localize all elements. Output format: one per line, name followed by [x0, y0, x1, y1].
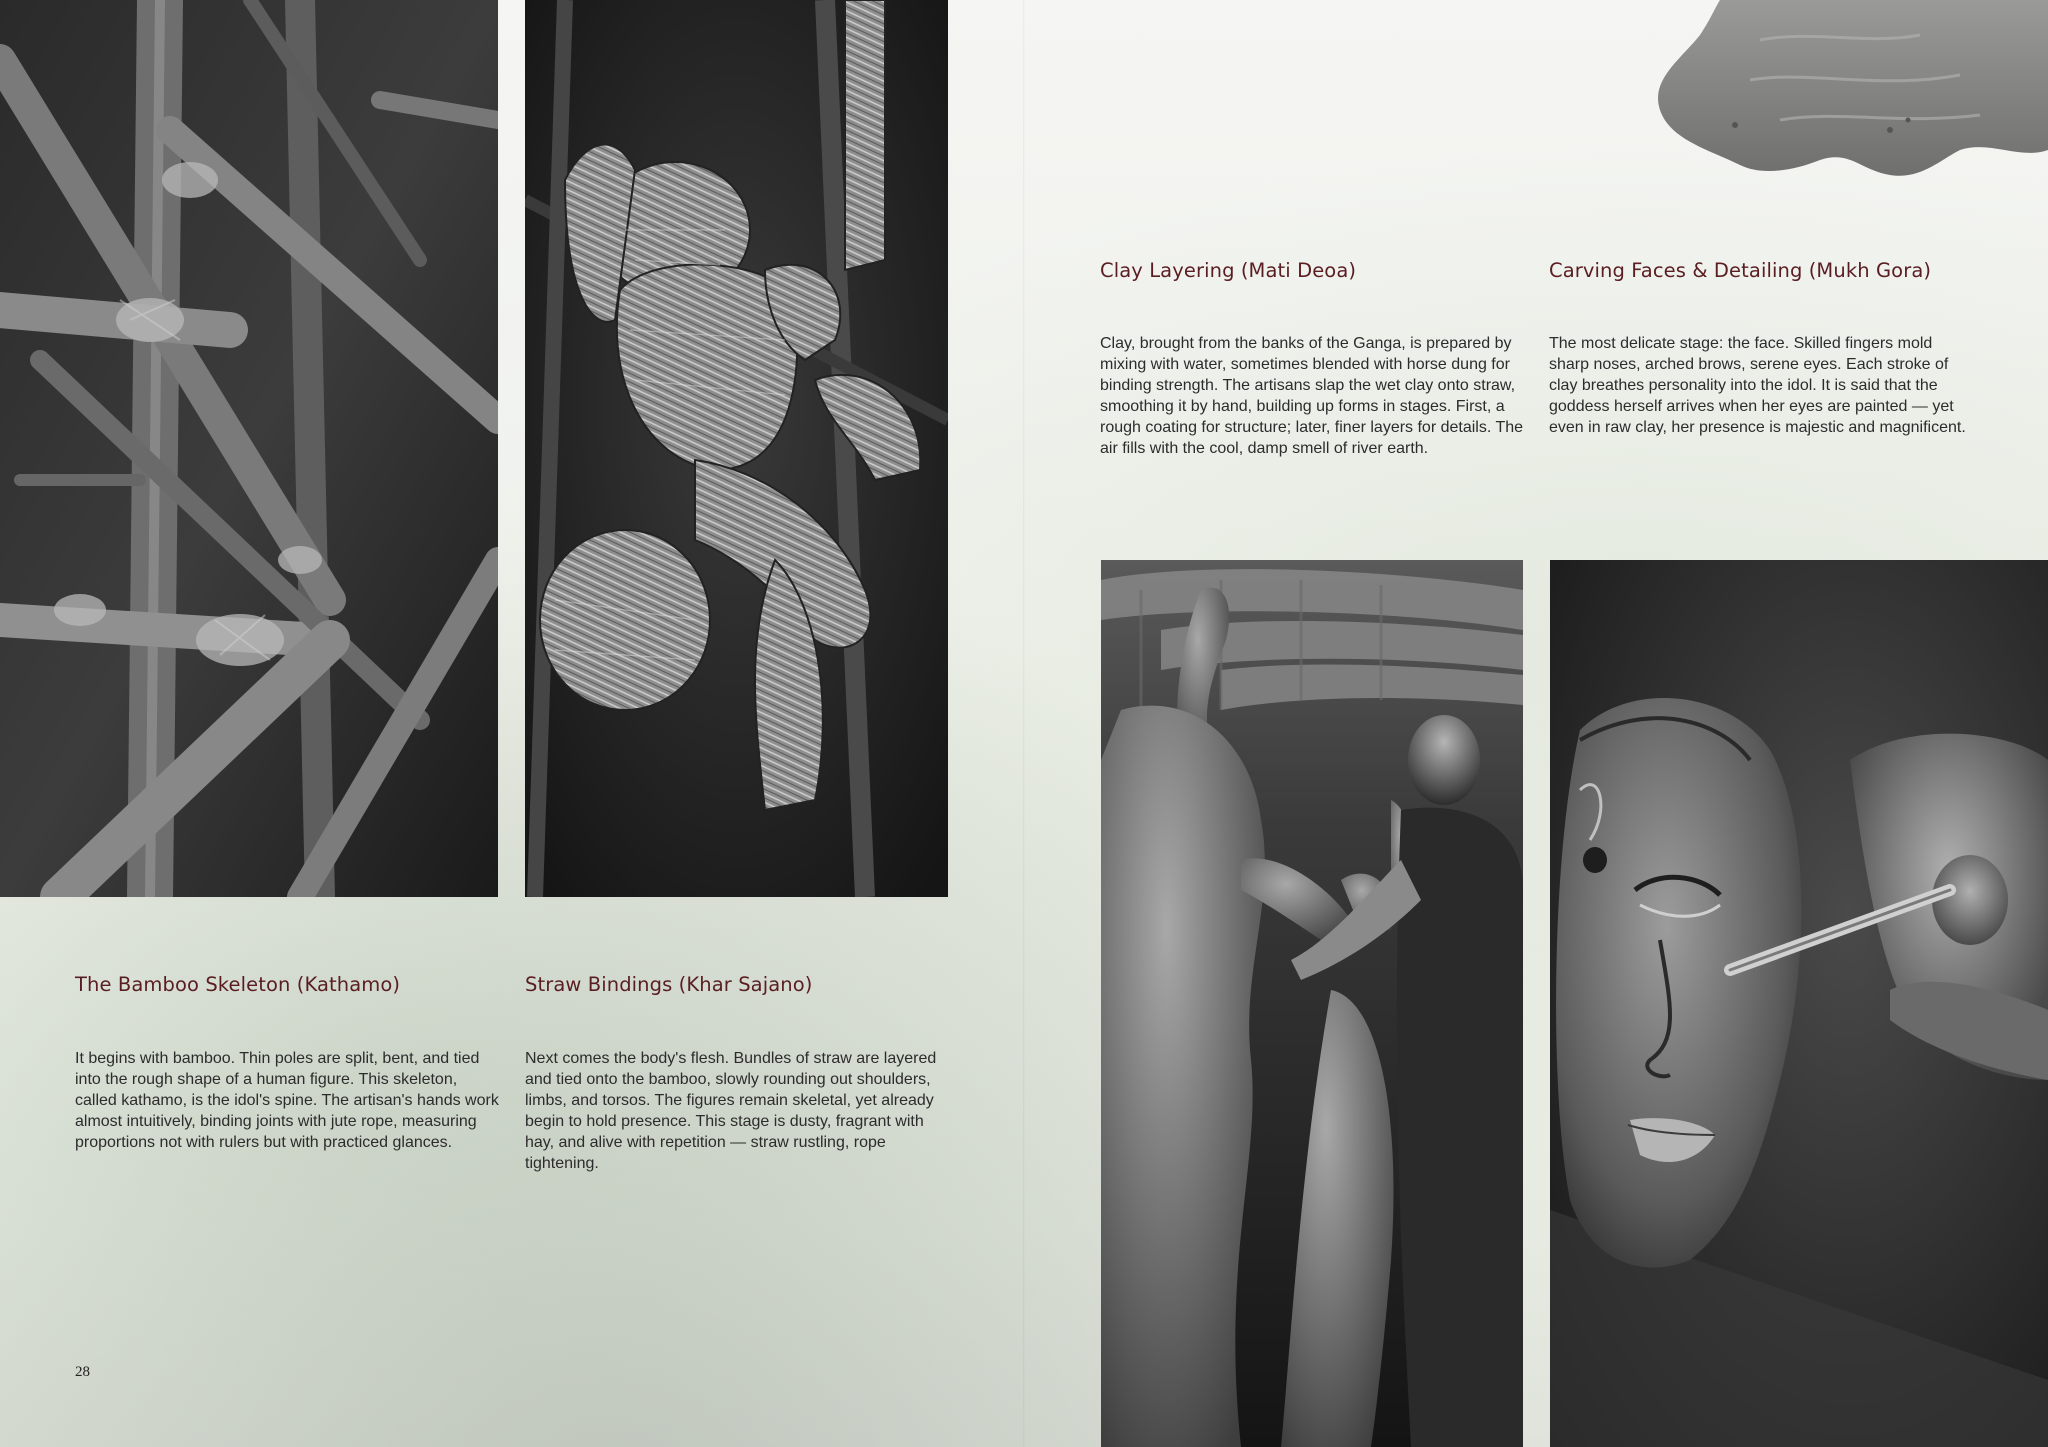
face-carving-photo — [1550, 560, 2048, 1447]
page-number: 28 — [75, 1364, 90, 1380]
straw-section-body: Next comes the body's flesh. Bundles of straw are layered and tied onto the bamboo, slowly rounding out shoulders, limbs, and torsos. The figures remain skeletal, yet already begin to hold presence. This stage is dusty, fragrant with hay, and alive with repetition — straw rustling, rope tightening. — [525, 1050, 937, 1172]
clay-smear-decoration — [1640, 0, 2048, 185]
straw-section-heading: Straw Bindings (Khar Sajano) — [525, 973, 813, 996]
clay-section-heading: Clay Layering (Mati Deoa) — [1100, 259, 1357, 282]
clay-layering-photo — [1101, 560, 1523, 1447]
bamboo-skeleton-photo — [0, 0, 498, 897]
clay-section-body: Clay, brought from the banks of the Ganga, is prepared by mixing with water, sometimes blended with horse dung for binding strength. The artisans slap the wet clay onto straw, smoothing it by hand, building up forms in stages. First, a rough coating for structure; later, finer layers for details. The air fills with the cool, damp smell of river earth. — [1100, 335, 1524, 457]
carving-section-heading: Carving Faces & Detailing (Mukh Gora) — [1549, 259, 1932, 282]
bamboo-section-body: It begins with bamboo. Thin poles are split, bent, and tied into the rough shape of a human figure. This skeleton, called kathamo, is the idol's spine. The artisan's hands work almost intuitively, binding joints with jute rope, measuring proportions not with rulers but with practiced glances. — [75, 1050, 499, 1151]
bamboo-section-heading: The Bamboo Skeleton (Kathamo) — [75, 973, 401, 996]
page-spine — [1023, 0, 1025, 1447]
carving-section-body: The most delicate stage: the face. Skilled fingers mold sharp noses, arched brows, serene eyes. Each stroke of clay breathes personality into the idol. It is said that the goddess herself arrives when her eyes are painted — yet even in raw clay, her presence is majestic and magnificent. — [1549, 335, 1966, 436]
straw-figure-photo — [525, 0, 948, 897]
